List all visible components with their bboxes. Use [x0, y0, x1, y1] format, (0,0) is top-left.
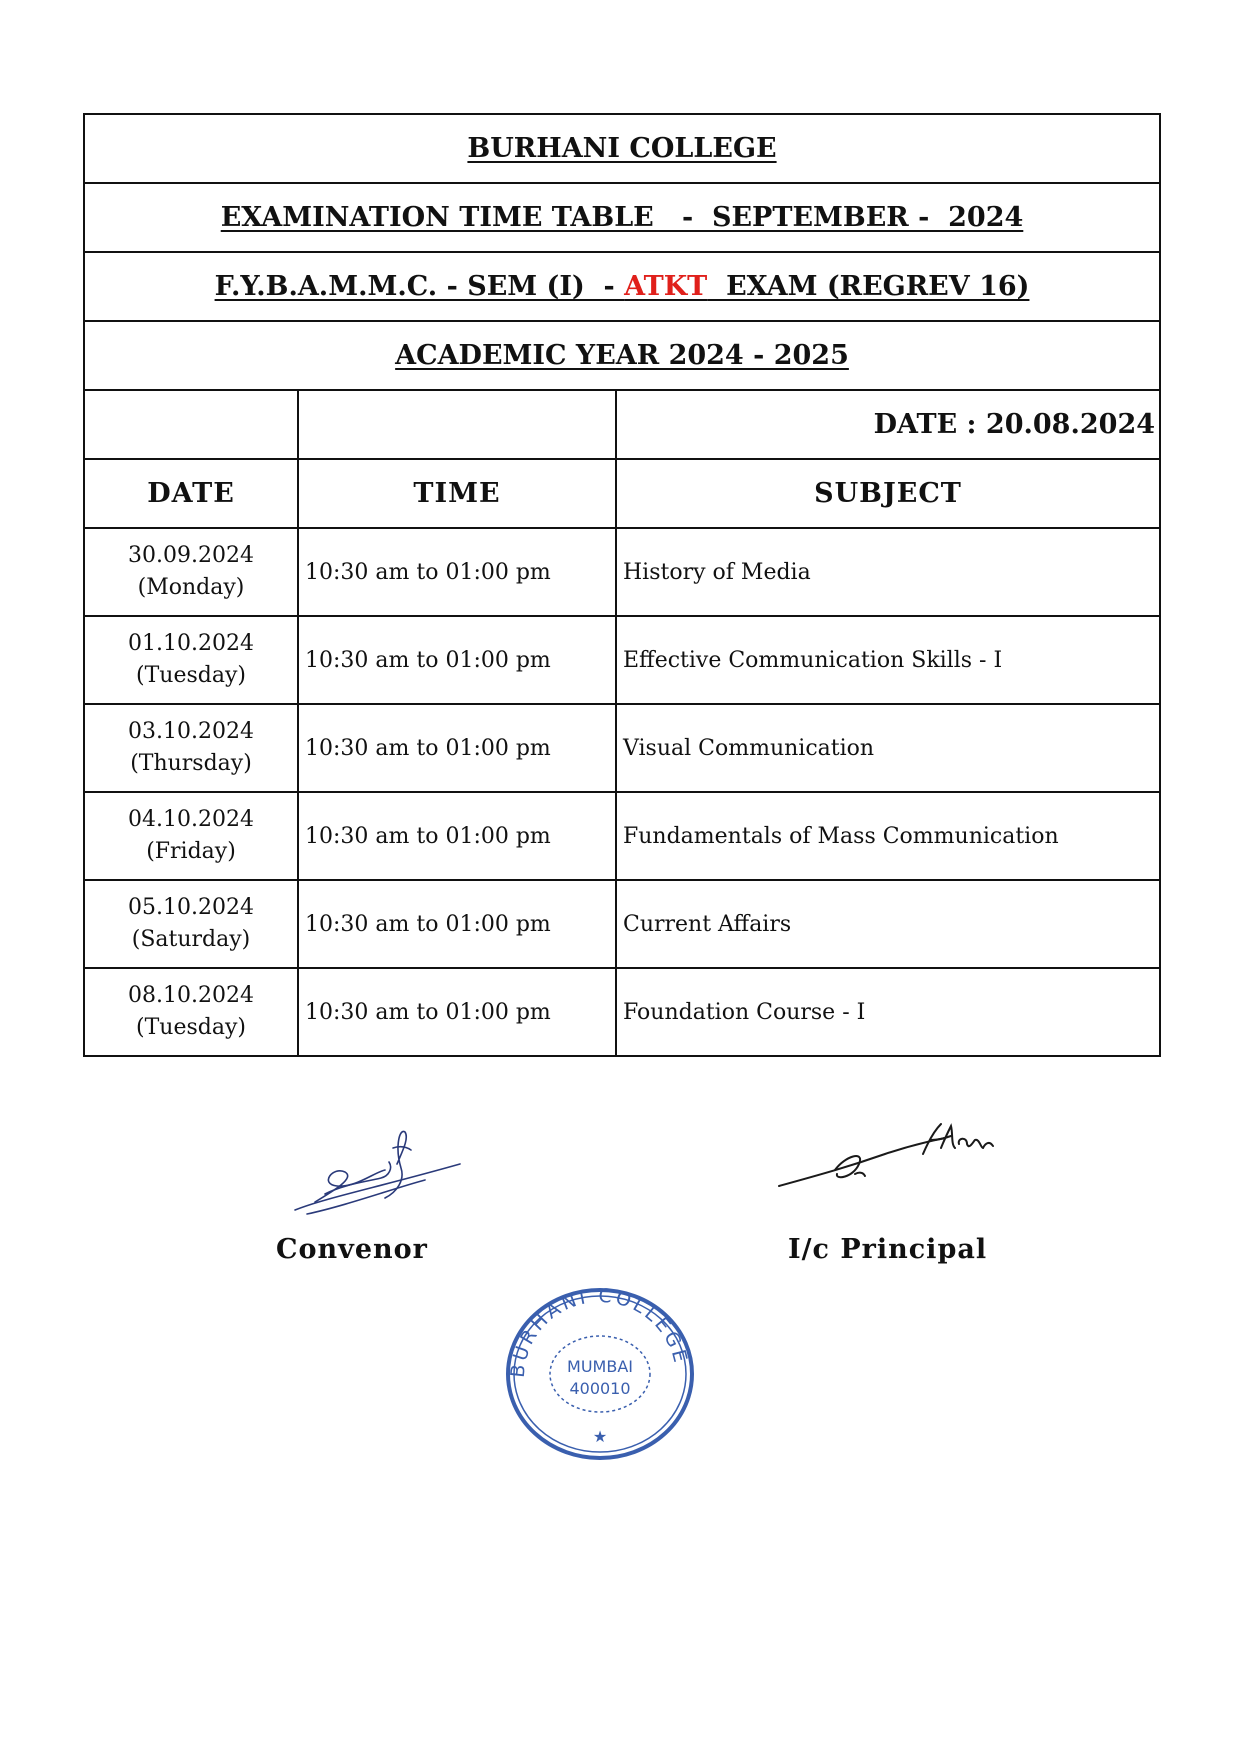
- stamp-city: MUMBAI: [567, 1357, 633, 1376]
- exam-subject: Visual Communication: [616, 704, 1160, 792]
- exam-subject: Fundamentals of Mass Communication: [616, 792, 1160, 880]
- table-row: [84, 616, 1160, 704]
- academic-year: ACADEMIC YEAR 2024 - 2025: [84, 321, 1160, 390]
- exam-date: 30.09.2024 (Monday): [84, 528, 298, 616]
- convenor-signature: [285, 1128, 465, 1218]
- table-row: [84, 968, 1160, 1056]
- college-stamp: [500, 1282, 700, 1462]
- exam-subject: Foundation Course - I: [616, 968, 1160, 1056]
- principal-signature: [775, 1120, 1015, 1200]
- table-row: [84, 880, 1160, 968]
- blank-cell: [84, 390, 298, 459]
- column-header-time: TIME: [298, 459, 616, 528]
- table-row: [84, 704, 1160, 792]
- column-header-subject: SUBJECT: [616, 459, 1160, 528]
- exam-time: 10:30 am to 01:00 pm: [298, 528, 616, 616]
- principal-label: I/c Principal: [788, 1234, 988, 1265]
- convenor-label: Convenor: [276, 1234, 428, 1265]
- table-row: [84, 528, 1160, 616]
- exam-subject: History of Media: [616, 528, 1160, 616]
- atkt-label: ATKT: [624, 271, 708, 302]
- exam-time: 10:30 am to 01:00 pm: [298, 968, 616, 1056]
- exam-date: 01.10.2024 (Tuesday): [84, 616, 298, 704]
- table-row: [84, 792, 1160, 880]
- exam-time: 10:30 am to 01:00 pm: [298, 704, 616, 792]
- stamp-pin: 400010: [569, 1379, 631, 1398]
- exam-date: 03.10.2024 (Thursday): [84, 704, 298, 792]
- course-title: F.Y.B.A.M.M.C. - SEM (I) - ATKT EXAM (REGREV 16): [84, 252, 1160, 321]
- exam-subject: Effective Communication Skills - I: [616, 616, 1160, 704]
- exam-subject: Current Affairs: [616, 880, 1160, 968]
- exam-time: 10:30 am to 01:00 pm: [298, 616, 616, 704]
- issue-date: DATE : 20.08.2024: [616, 390, 1160, 459]
- exam-date: 05.10.2024 (Saturday): [84, 880, 298, 968]
- timetable: [83, 113, 1161, 1057]
- blank-cell: [298, 390, 616, 459]
- exam-time: 10:30 am to 01:00 pm: [298, 880, 616, 968]
- college-name: BURHANI COLLEGE: [84, 114, 1160, 183]
- stamp-ring-text: BURHANI COLLEGE: [506, 1284, 692, 1379]
- exam-title: EXAMINATION TIME TABLE - SEPTEMBER - 2024: [84, 183, 1160, 252]
- exam-date: 08.10.2024 (Tuesday): [84, 968, 298, 1056]
- star-icon: ★: [592, 1427, 608, 1446]
- exam-date: 04.10.2024 (Friday): [84, 792, 298, 880]
- column-header-date: DATE: [84, 459, 298, 528]
- exam-time: 10:30 am to 01:00 pm: [298, 792, 616, 880]
